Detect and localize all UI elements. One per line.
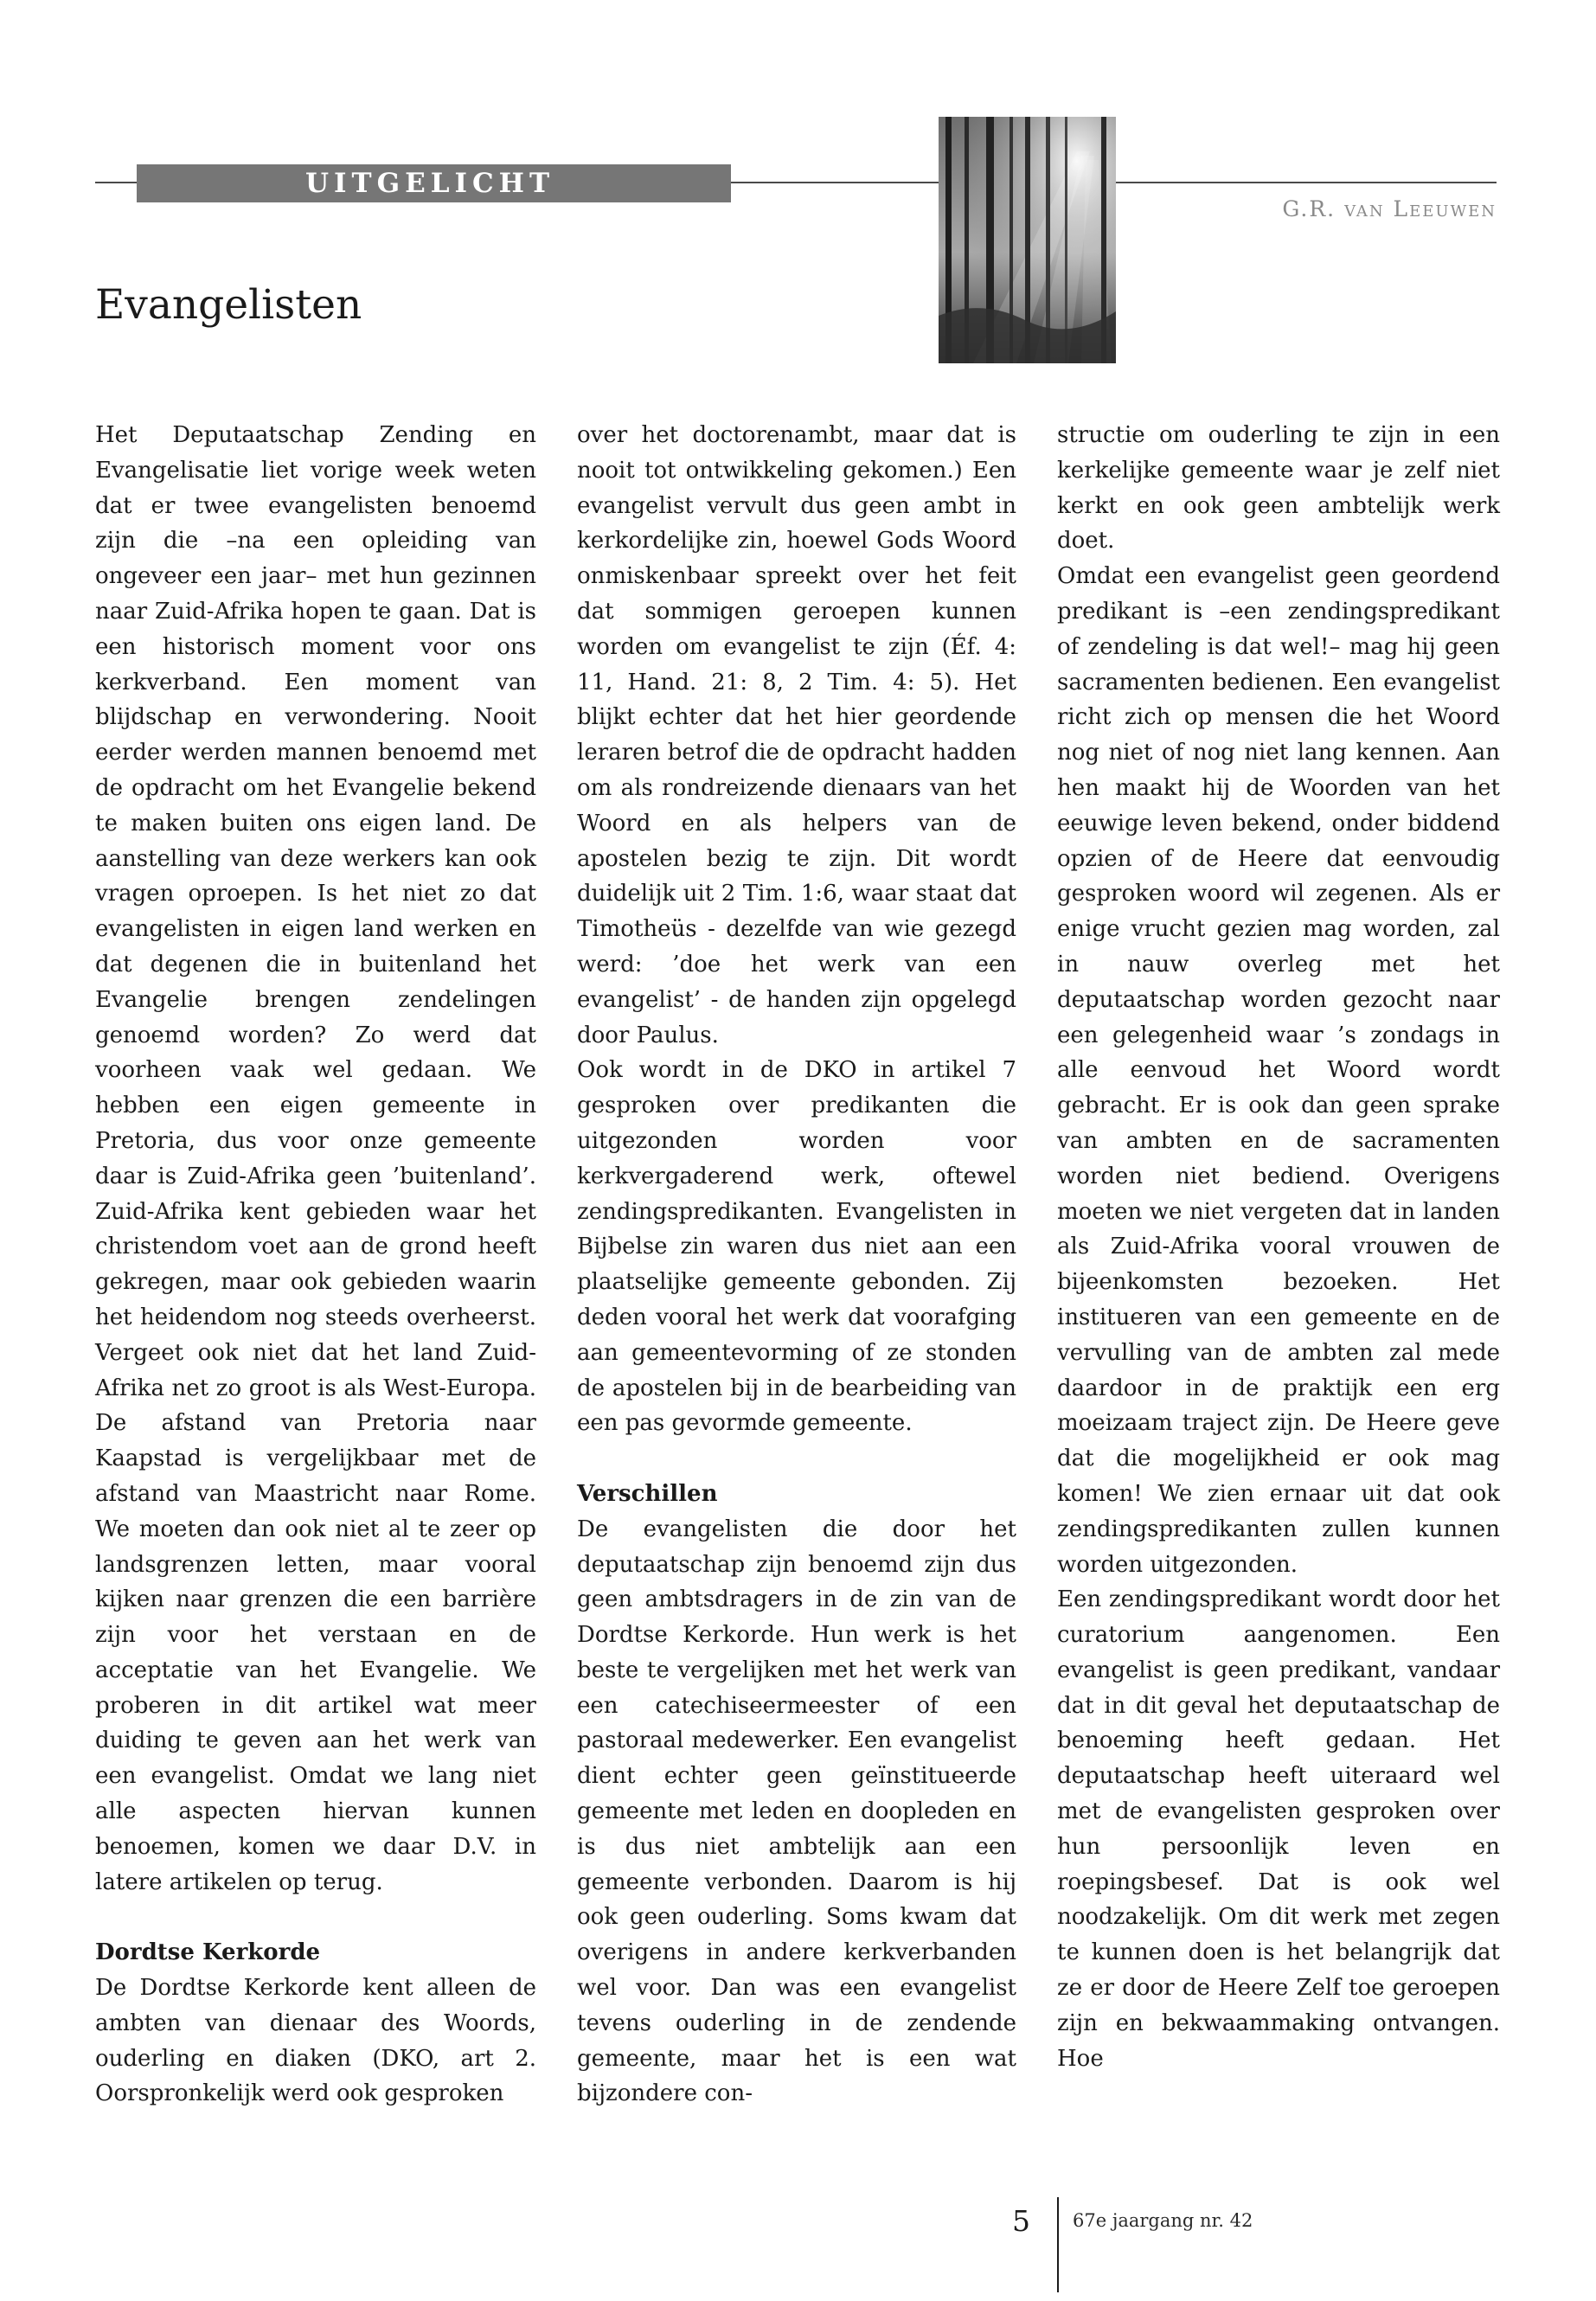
subheading-verschillen: Verschillen <box>577 1480 718 1507</box>
column-middle <box>577 418 1016 2112</box>
paragraph: over het doctorenambt, maar dat is nooit tot ontwikkeling gekomen.) Een evangelist vervult dus geen ambt in kerkordelijke zin, hoewel Gods Woord onmiskenbaar spreekt over het feit dat sommigen geroepen kunnen worden om evangelist te zijn (Éf. 4: 11, Hand. 21: 8, 2 Tim. 4: 5). Het blijkt echter dat het hier geordende leraren betrof die de opdracht hadden om als rondreizende dienaars van het Woord en als helpers van de apostelen bezig te zijn. Dit wordt duidelijk uit 2 Tim. 1:6, waar staat dat Timotheüs - dezelfde van wie gezegd werd: ’doe het werk van een evangelist’ - de handen zijn opgelegd door Paulus. <box>577 422 1016 1048</box>
issue-info: 67e jaargang nr. 42 <box>1073 2210 1253 2231</box>
column-right <box>1057 418 1500 2076</box>
page-number: 5 <box>1012 2204 1030 2238</box>
paragraph: De evangelisten die door het deputaatschap zijn benoemd zijn dus geen ambtsdragers in de zin van de Dordtse Kerkorde. Hun werk is het beste te vergelijken met het werk van een catechiseermeester of een pastoraal medewerker. Een evangelist dient echter geen geïnstitueerde gemeente met leden en doopleden en is dus niet ambtelijk aan een gemeente verbonden. Daarom is hij ook geen ouderling. Soms kwam dat overigens in andere kerkverbanden wel voor. Dan was een evangelist tevens ouderling in de zendende gemeente, maar het is een wat bijzondere con- <box>577 1516 1016 2107</box>
header-rule-left <box>95 182 137 183</box>
header-rule-right <box>1116 182 1497 183</box>
paragraph: Ook wordt in de DKO in artikel 7 gesproken over predikanten die uitgezonden worden voor kerkvergaderend werk, oftewel zendingspredikanten. Evangelisten in Bijbelse zin waren dus niet aan een plaatselijke gemeente gebonden. Zij deden vooral het werk dat voorafging aan gemeentevorming of ze stonden de apostelen bij in de bearbeiding van een pas gevormde gemeente. <box>577 1057 1016 1437</box>
column-left <box>95 418 536 2112</box>
paragraph: Het Deputaatschap Zending en Evangelisatie liet vorige week weten dat er twee evangelisten benoemd zijn die –na een opleiding van ongeveer een jaar– met hun gezinnen naar Zuid-Afrika hopen te gaan. Dat is een historisch moment voor ons kerkverband. Een moment van blijdschap en verwondering. Nooit eerder werden mannen benoemd met de opdracht om het Evangelie bekend te maken buiten ons eigen land. De aanstelling van deze werkers kan ook vragen oproepen. Is het niet zo dat evangelisten in eigen land werken en dat degenen die in buitenland het Evangelie brengen zendelingen genoemd worden? Zo werd dat voorheen vaak wel gedaan. We hebben een eigen gemeente in Pretoria, dus voor onze gemeente daar is Zuid-Afrika geen ’buitenland’. Zuid-Afrika kent gebieden waar het christendom voet aan de grond heeft gekregen, maar ook gebieden waarin het heidendom nog steeds overheerst. Vergeet ook niet dat het land Zuid-Afrika net zo groot is als West-Europa. De afstand van Pretoria naar Kaapstad is vergelijkbaar met de afstand van Maastricht naar Rome. We moeten dan ook niet al te zeer op landsgrenzen letten, maar vooral kijken naar grenzen die een barrière zijn voor het verstaan en de acceptatie van het Evangelie. We proberen in dit artikel wat meer duiding te geven aan het werk van een evangelist. Omdat we lang niet alle aspecten hiervan kunnen benoemen, komen we daar D.V. in latere artikelen op terug. <box>95 422 536 1895</box>
paragraph: structie om ouderling te zijn in een kerkelijke gemeente waar je zelf niet kerkt en ook geen ambtelijk werk doet. <box>1057 422 1500 554</box>
author-byline: G.R. van Leeuwen <box>1282 196 1497 221</box>
header-rule-middle <box>731 182 939 183</box>
paragraph: Een zendingspredikant wordt door het curatorium aangenomen. Een evangelist is geen predikant, vandaar dat in dit geval het deputaatschap de benoeming heeft gedaan. Het deputaatschap heeft uiteraard wel met de evangelisten gesproken over hun persoonlijk leven en roepingsbesef. Dat is ook wel noodzakelijk. Om dit werk met zegen te kunnen doen is het belangrijk dat ze er door de Heere Zelf toe geroepen zijn en bekwaammaking ontvangen. Hoe <box>1057 1586 1500 2072</box>
subheading-dordtse-kerkorde: Dordtse Kerkorde <box>95 1939 321 1966</box>
paragraph: Omdat een evangelist geen geordend predikant is –een zendingspredikant of zendeling is dat wel!– mag hij geen sacramenten bedienen. Een evangelist richt zich op mensen die het Woord nog niet of nog niet lang kennen. Aan hen maakt hij de Woorden van het eeuwige leven bekend, onder biddend opzien of de Heere dat eenvoudig gesproken woord wil zegenen. Als er enige vrucht gezien mag worden, zal in nauw overleg met het deputaatschap worden gezocht naar een gelegenheid waar ’s zondags in alle eenvoud het Woord wordt gebracht. Er is ook dan geen sprake van ambten en de sacramenten worden niet bediend. Overigens moeten we niet vergeten dat in landen als Zuid-Afrika vooral vrouwen de bijeenkomsten bezoeken. Het institueren van een gemeente en de vervulling van de ambten zal mede daardoor in de praktijk een erg moeizaam traject zijn. De Heere geve dat die mogelijkheid er ook mag komen! We zien ernaar uit dat ook zendingspredikanten zullen kunnen worden uitgezonden. <box>1057 563 1500 1578</box>
footer-divider <box>1057 2197 1059 2292</box>
forest-photo <box>939 117 1116 363</box>
article-title: Evangelisten <box>95 281 362 329</box>
forest-image <box>939 117 1116 363</box>
section-label: UITGELICHT <box>137 164 731 202</box>
paragraph: De Dordtse Kerkorde kent alleen de ambten van dienaar des Woords, ouderling en diaken (DKO, art 2. Oorspronkelijk werd ook gesproken <box>95 1975 536 2107</box>
